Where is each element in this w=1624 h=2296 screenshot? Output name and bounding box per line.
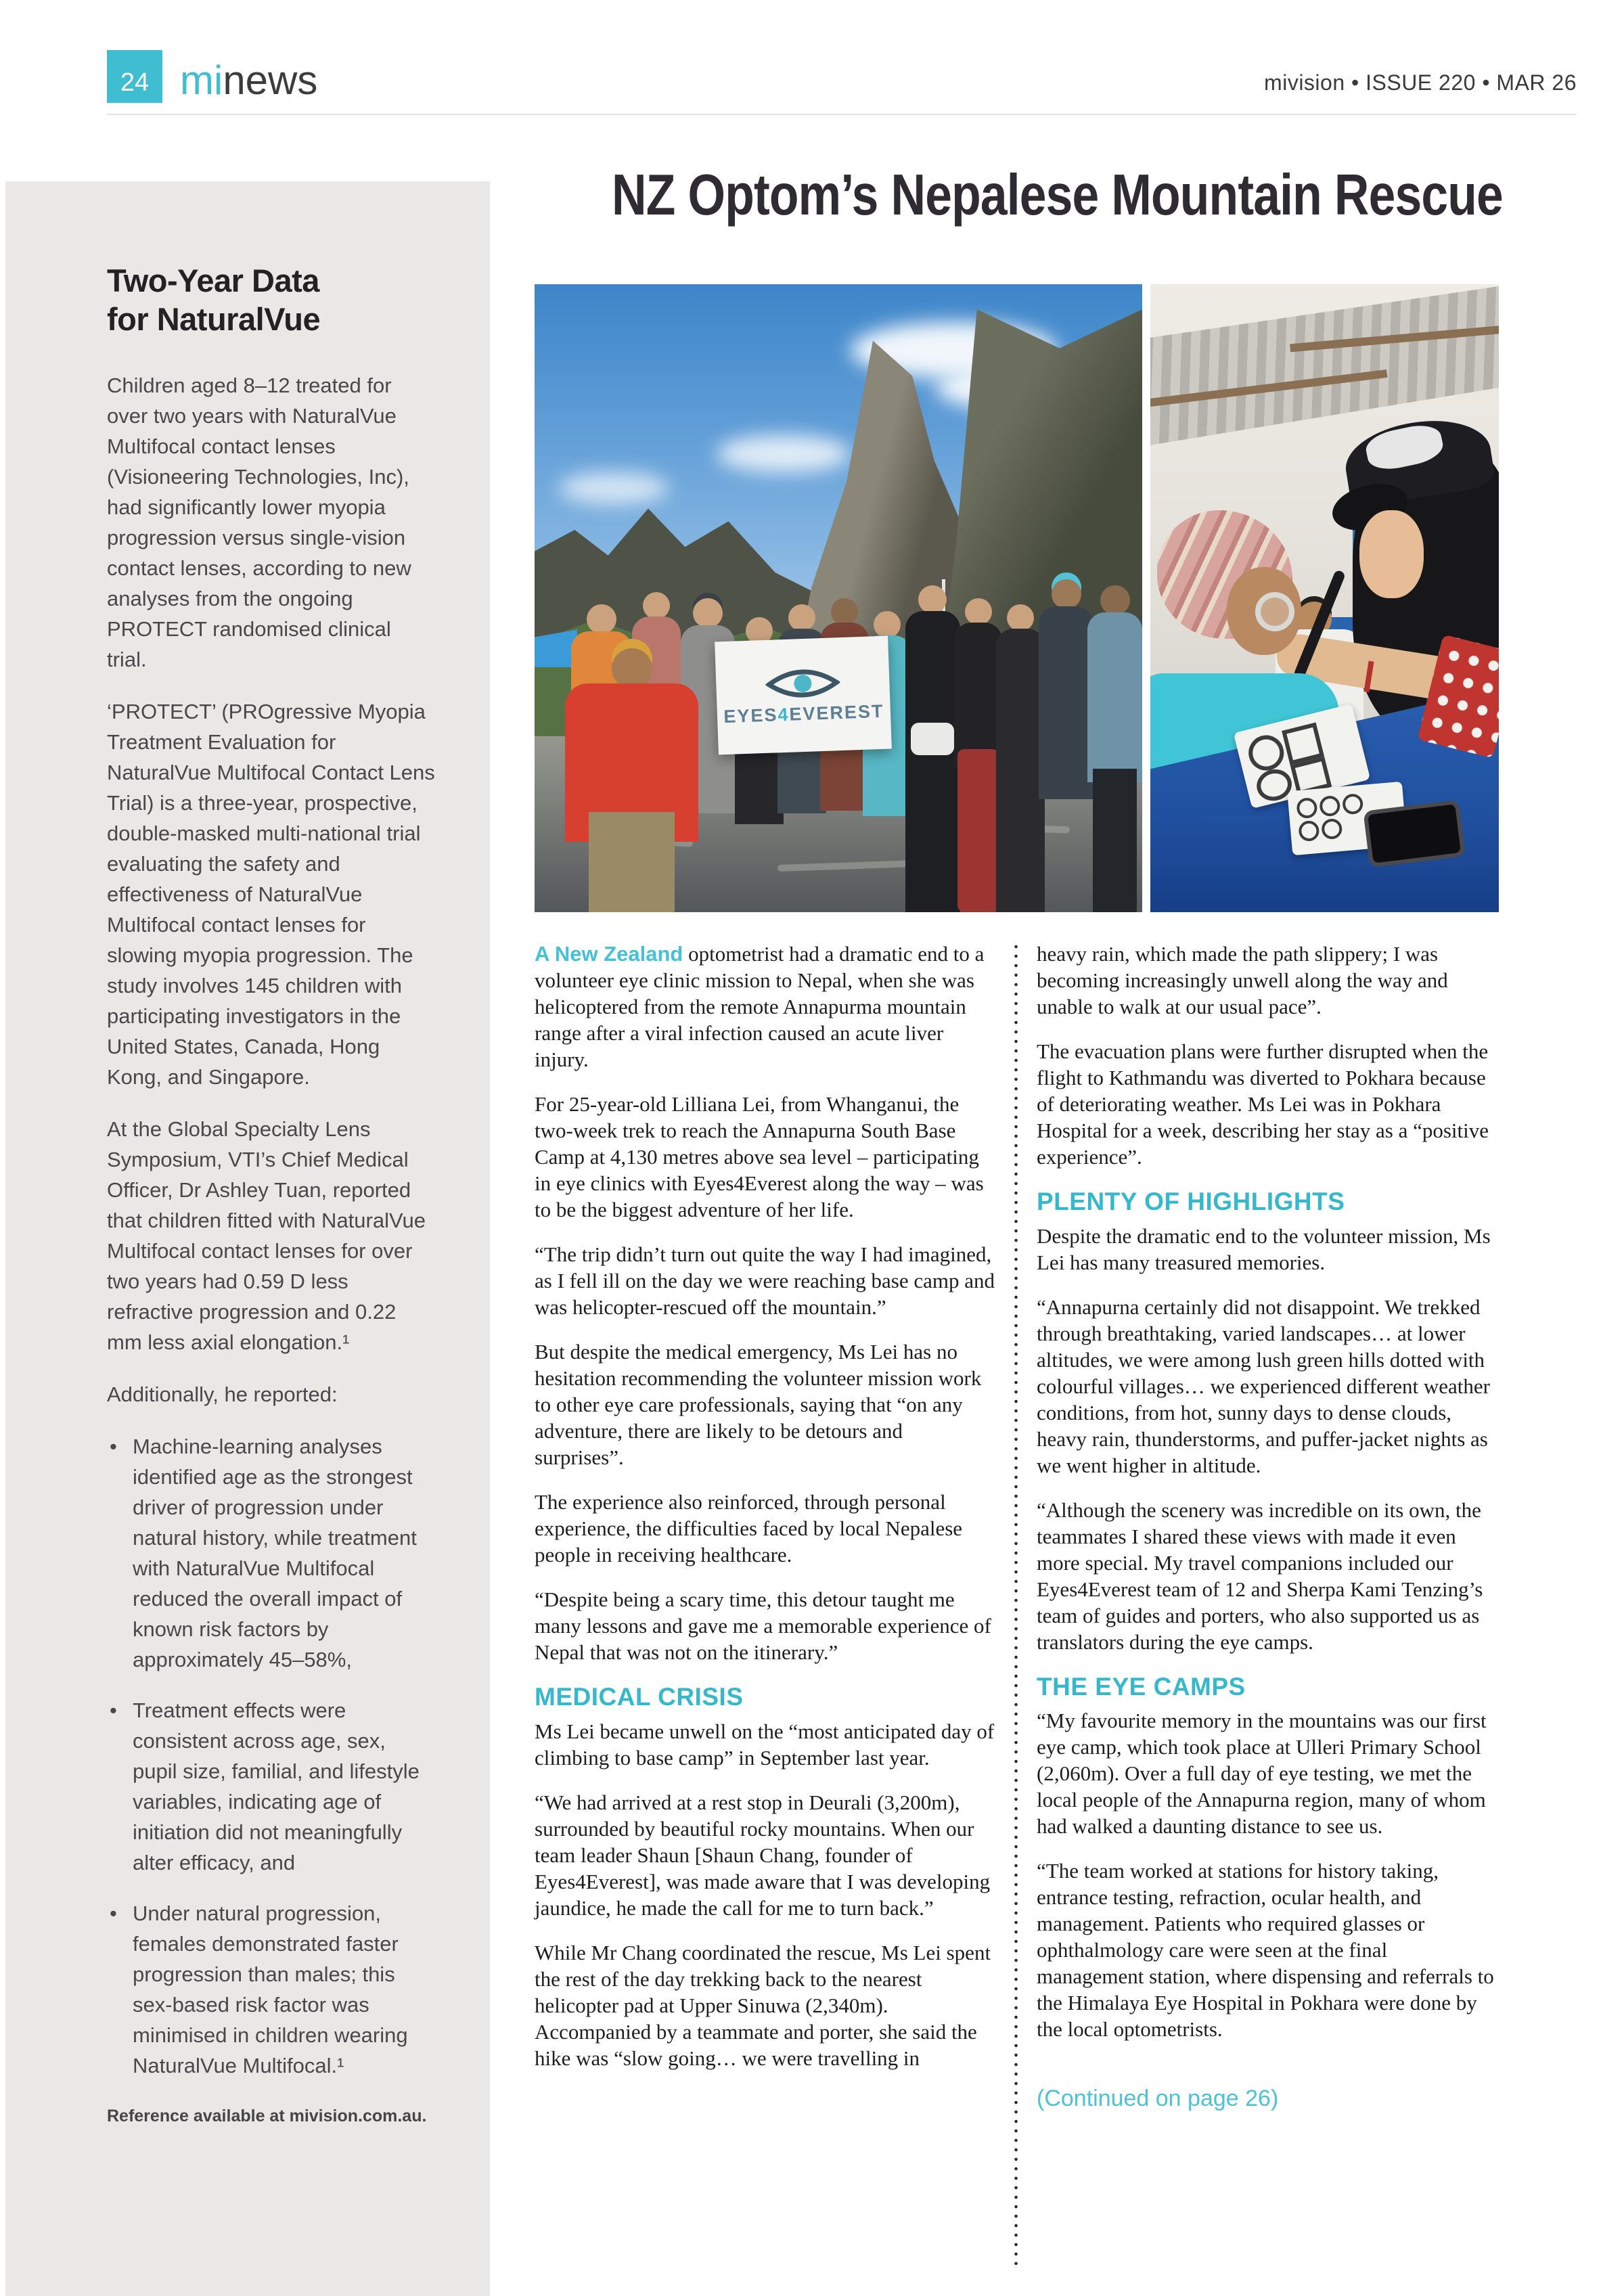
section-heading-plenty-of-highlights: PLENTY OF HIGHLIGHTS — [1037, 1188, 1345, 1215]
section-heading-medical-crisis: MEDICAL CRISIS — [535, 1683, 744, 1711]
trekker — [996, 604, 1045, 912]
trekker-black-outfit — [905, 585, 960, 912]
eye-logo-icon — [765, 665, 841, 702]
cloud — [717, 435, 851, 473]
issue-info: mivision • ISSUE 220 • MAR 26 — [1264, 70, 1577, 95]
photo-trekking-group — [535, 284, 1142, 912]
trekker-red-jacket — [565, 648, 699, 912]
article-paragraph: “Although the scenery was incredible on its own, the teammates I shared these views with made it even more special. My travel companions included our Eyes4Everest team of 12 and Sherpa Kami Tenzing’s team of guides and porters, who also supported us as translators during the eye camps. — [1037, 1498, 1483, 1654]
article-lead: A New Zealand — [535, 942, 683, 966]
sidebar-reference: Reference available at mivision.com.au. — [107, 2106, 427, 2125]
article-paragraph: “The trip didn’t turn out quite the way I had imagined, as I fell ill on the day we were reaching base camp and was helicopter-rescued off the mountain.” — [535, 1242, 995, 1319]
sidebar-article — [5, 181, 490, 2296]
smartphone — [1363, 800, 1466, 868]
sidebar-bullet: • Machine-learning analyses identified age as the strongest driver of progression under natural history, while treatment with NaturalVue Multifocal reduced the overall impact of known risk factors by approximately 45–58%, — [107, 1431, 436, 1675]
article-paragraph: “Despite being a scary time, this detour taught me many lessons and gave me a memorable experience of Nepal that was not on the itinerary.” — [535, 1588, 991, 1664]
article-paragraph: heavy rain, which made the path slippery; I was becoming increasingly unwell along the way and unable to walk at our usual pace”. — [1037, 942, 1448, 1018]
trial-frame-lens — [1255, 592, 1294, 631]
header-rule — [107, 114, 1577, 115]
brand-mi: mi — [180, 58, 223, 103]
article-column-2 — [1037, 941, 1499, 2112]
sidebar-paragraph: Children aged 8–12 treated for over two years with NaturalVue Multifocal contact lenses (Visioneering Technologies, Inc), had significantly lower myopia progression versus single-vision contact lenses, according to new analyses from the ongoing PROTECT randomised clinical trial. — [107, 373, 411, 671]
article-paragraph: Despite the dramatic end to the volunteer mission, Ms Lei has many treasured memories. — [1037, 1223, 1491, 1274]
article-title: NZ Optom’s Nepalese Mountain Rescue — [612, 163, 1503, 227]
article-paragraph: “The team worked at stations for history taking, entrance testing, refraction, ocular health, and management. Patients who required glasses or ophthalmology care were seen at the final management station, where dispensing and referrals to the Himalaya Eye Hospital in Pokhara were done by the local optometrists. — [1037, 1859, 1494, 2042]
article-paragraph: Ms Lei became unwell on the “most anticipated day of climbing to base camp” in September last year. — [535, 1719, 995, 1770]
continued-link[interactable]: (Continued on page 26) — [1037, 2086, 1279, 2112]
sidebar-bullet-list — [107, 1431, 436, 2081]
sidebar-paragraph: Additionally, he reported: — [107, 1382, 338, 1406]
column-divider — [1014, 942, 1018, 2265]
flag-text: EYES4EVEREST — [723, 701, 885, 727]
brand-news: news — [223, 58, 318, 103]
trekker-blue-shirt — [1087, 585, 1142, 912]
sidebar-paragraph: ‘PROTECT’ (PROgressive Myopia Treatment Evaluation for NaturalVue Multifocal Contact Lens Trial) is a three-year, prospective, double-masked multi-national trial evaluating the safety and effectiveness of NaturalVue Multifocal contact lenses for slowing myopia progression. The study involves 145 children with participating investigators in the United States, Canada, Hong Kong, and Singapore. — [107, 699, 435, 1089]
page-number: 24 — [120, 68, 150, 97]
article-paragraph: A New Zealand optometrist had a dramatic end to a volunteer eye clinic mission to Nepal, when she was helicoptered from the remote Annapurma mountain range after a viral infection caused an acute liver injury. — [535, 942, 985, 1071]
article-paragraph: The evacuation plans were further disrupted when the flight to Kathmandu was diverted to Pokhara because of deteriorating weather. Ms Lei was in Pokhara Hospital for a week, describing her stay as a “positive experience”. — [1037, 1039, 1489, 1169]
section-brand — [180, 57, 317, 104]
article-paragraph: “We had arrived at a rest stop in Deurali (3,200m), surrounded by beautiful rocky mountains. When our team leader Shaun [Shaun Chang, founder of Eyes4Everest], was made aware that I was developing jaundice, he made the call for me to turn back.” — [535, 1790, 991, 1920]
article-paragraph: But despite the medical emergency, Ms Lei has no hesitation recommending the volunteer mission work to other eye care professionals, saying that “on any adventure, there are likely to be detours and surprises”. — [535, 1340, 982, 1469]
section-heading-the-eye-camps: THE EYE CAMPS — [1037, 1672, 1246, 1701]
sidebar-bullet: • Under natural progression, females demonstrated faster progression than males; this sex-based risk factor was minimised in children wearing NaturalVue Multifocal.¹ — [107, 1898, 436, 2081]
trekker-teal-cap — [1039, 579, 1093, 912]
article-paragraph: While Mr Chang coordinated the rescue, Ms Lei spent the rest of the day trekking back to the nearest helicopter pad at Upper Sinuwa (2,340m). Accompanied by a teammate and porter, she said the hike was “slow going… we were travelling in — [535, 1940, 991, 2070]
article-paragraph: The experience also reinforced, through personal experience, the difficulties faced by local Nepalese people in receiving healthcare. — [535, 1490, 963, 1567]
article-paragraph: “My favourite memory in the mountains was our first eye camp, which took place at Ulleri Primary School (2,060m). Over a full day of eye testing, we met the local people of the Annapurna region, many of whom had walked a daunting distance to see us. — [1037, 1709, 1487, 1839]
page-number-badge — [107, 50, 162, 103]
photo-row — [535, 284, 1499, 912]
photo-eye-clinic — [1150, 284, 1499, 912]
sidebar-paragraph: At the Global Specialty Lens Symposium, VTI’s Chief Medical Officer, Dr Ashley Tuan, reported that children fitted with NaturalVue Multifocal contact lenses for over two years had 0.59 D less refractive progression and 0.22 mm less axial elongation.¹ — [107, 1117, 426, 1354]
optometrist-face — [1359, 510, 1424, 598]
trekker-red-pants — [954, 598, 1003, 912]
sidebar-bullet: • Treatment effects were consistent across age, sex, pupil size, familial, and lifestyle variables, indicating age of initiation did not meaningfully alter efficacy, and — [107, 1695, 436, 1878]
article-paragraph: For 25-year-old Lilliana Lei, from Whanganui, the two-week trek to reach the Annapurna South Base Camp at 4,130 metres above sea level – participating in eye clinics with Eyes4Everest along the way – was to be the biggest adventure of her life. — [535, 1092, 984, 1221]
sidebar-title: Two-Year Data for NaturalVue — [107, 263, 321, 338]
cloud — [559, 472, 669, 503]
article-column-1 — [535, 941, 996, 2090]
eyes4everest-flag — [715, 636, 893, 755]
article-paragraph: “Annapurna certainly did not disappoint. We trekked through breathtaking, varied landscapes… at lower altitudes, we were among lush green hills dotted with colourful villages… we experienced different weather conditions, from hot, sunny days to dense clouds, heavy rain, thunderstorms, and puffer-jacket nights as we went higher in altitude. — [1037, 1295, 1490, 1477]
